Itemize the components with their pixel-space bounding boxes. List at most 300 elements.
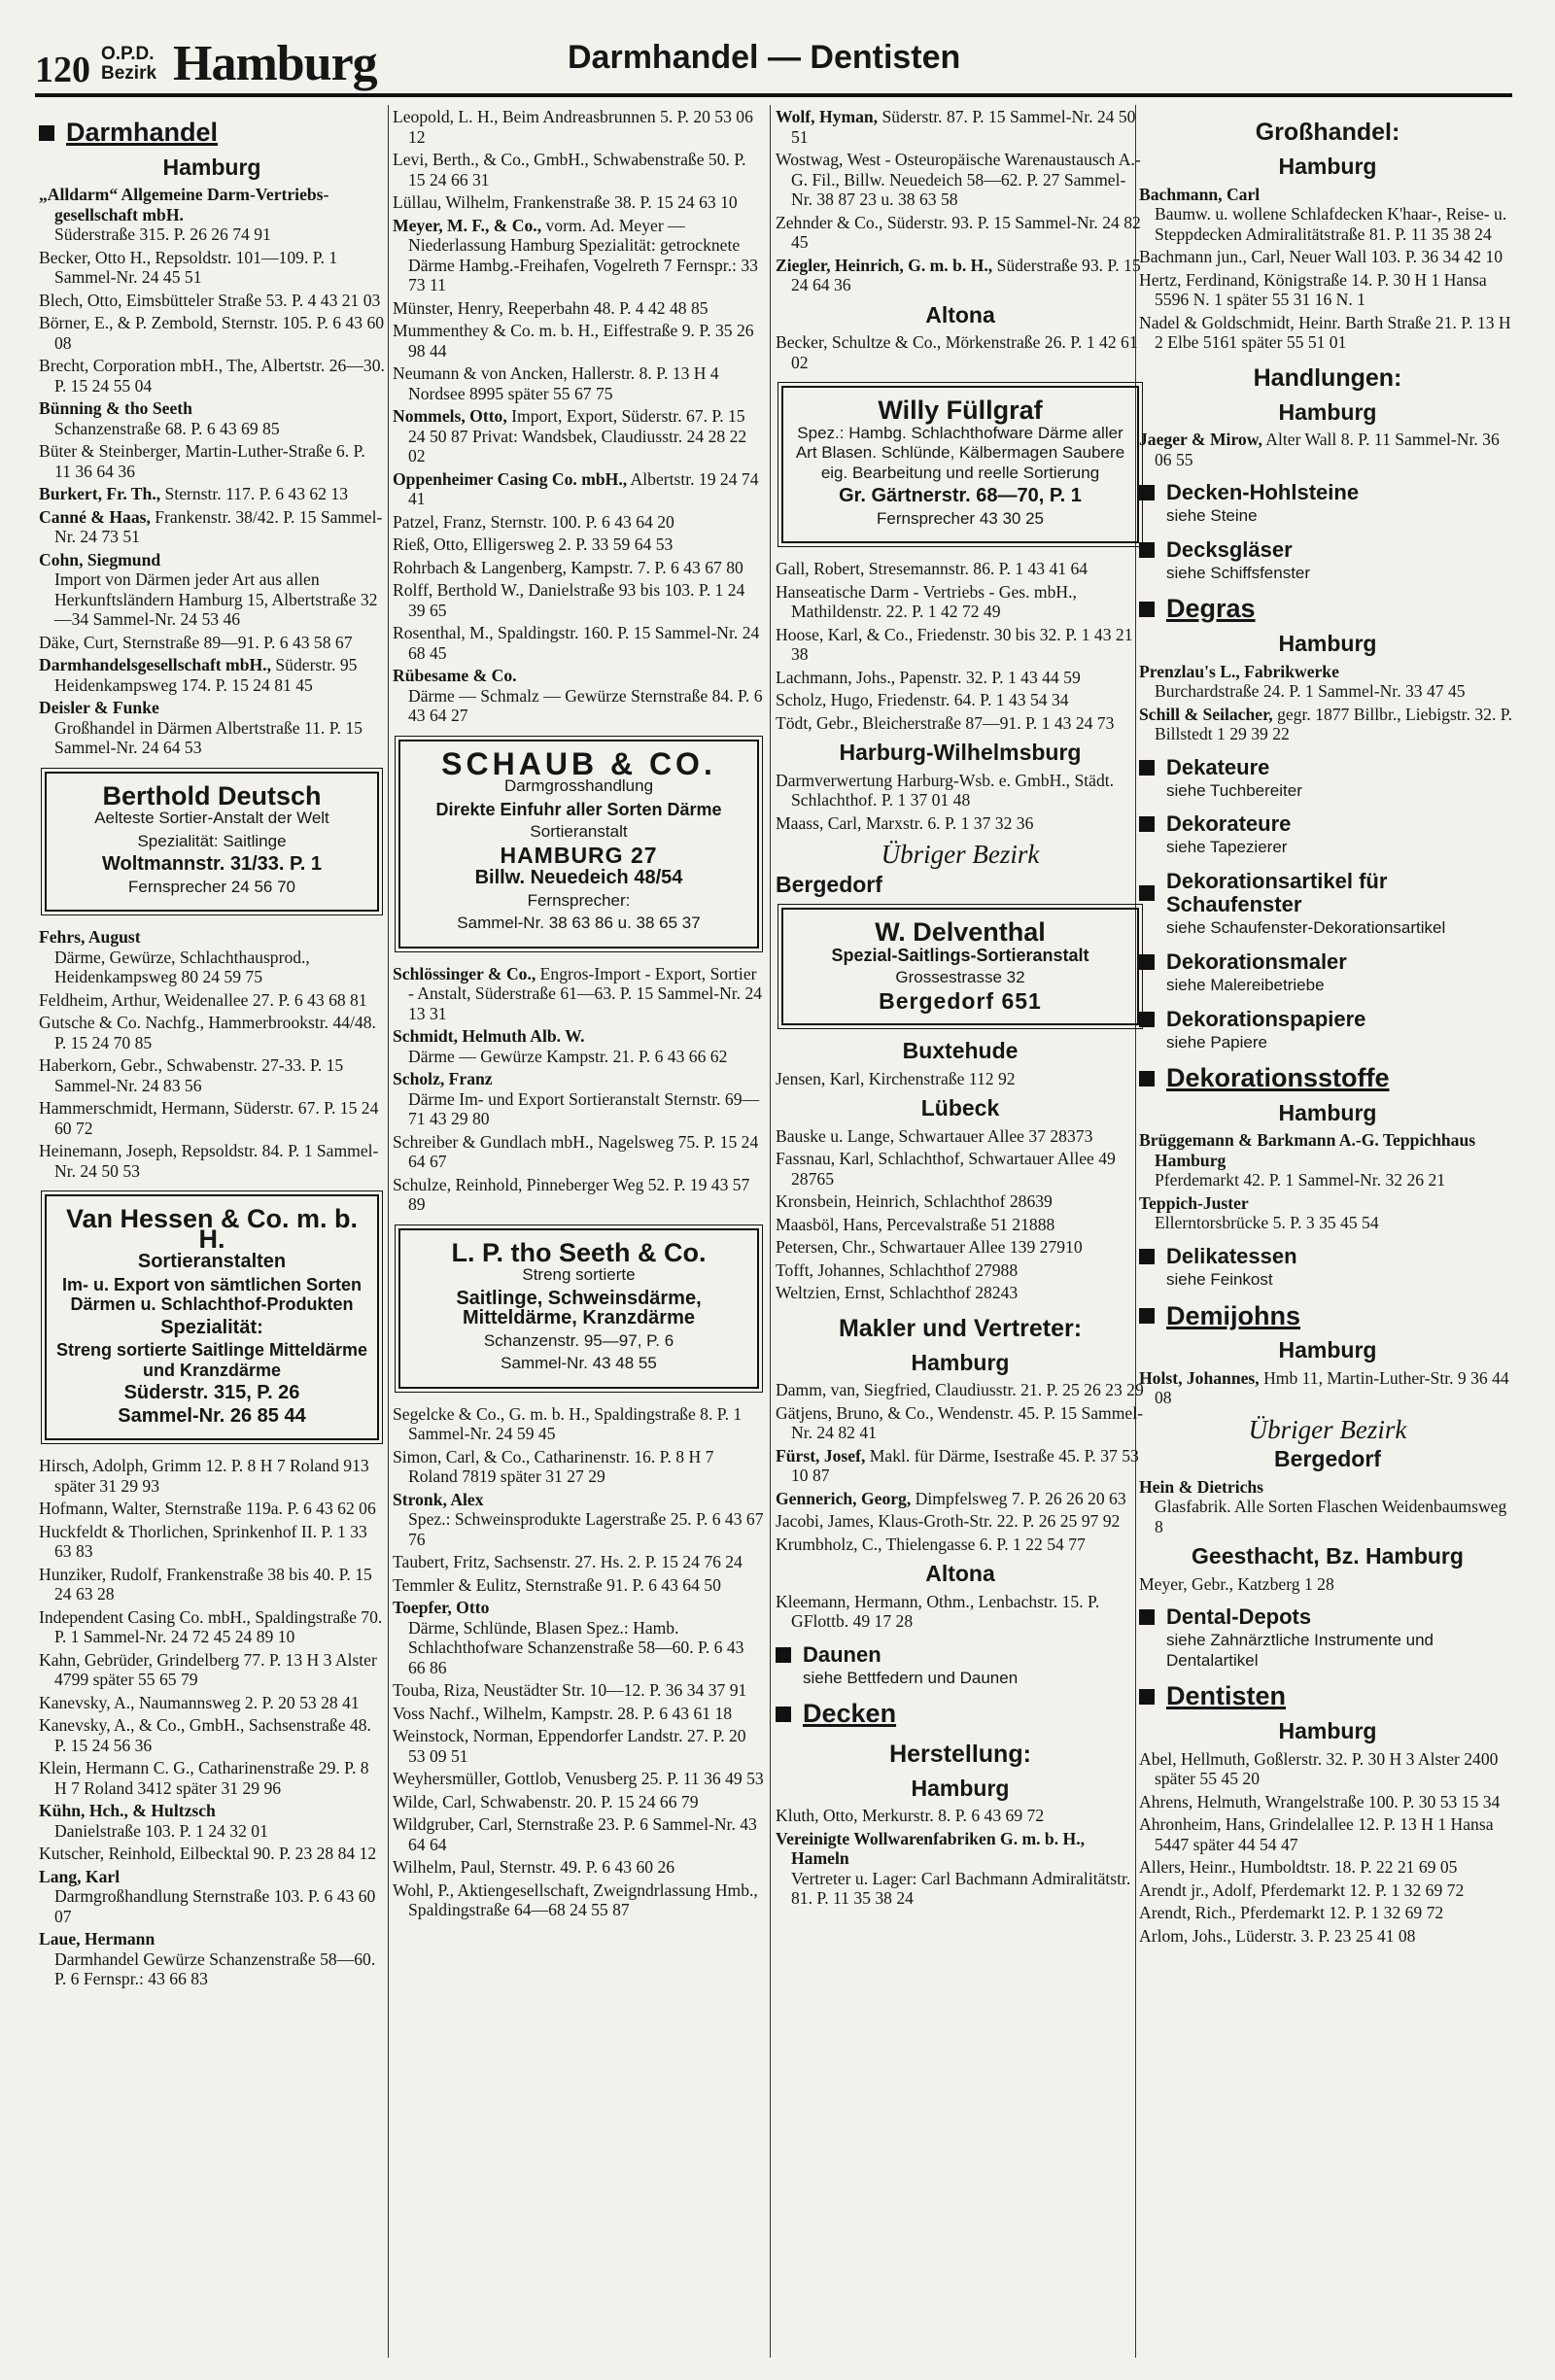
directory-entry <box>776 1489 1145 1509</box>
entry-details: Büter & Steinberger, Martin-Luther-Straße 6. P. 11 36 64 36 <box>39 441 365 481</box>
entry-details: Hertz, Ferdinand, Königstraße 14. P. 30 H 1 Hansa 5596 N. 1 später 55 31 16 N. 1 <box>1139 269 1487 309</box>
directory-entry <box>393 469 765 509</box>
cross-reference: siehe Tapezierer <box>1166 838 1288 857</box>
directory-entry <box>393 580 765 620</box>
entry-details: Rieß, Otto, Elligersweg 2. P. 33 59 64 53 <box>393 535 674 554</box>
cross-reference: siehe Tuchbereiter <box>1166 780 1302 800</box>
bullet-square-icon <box>1139 1609 1155 1625</box>
entry-details: Hunziker, Rudolf, Frankenstraße 38 bis 40. P. 15 24 63 28 <box>39 1564 372 1604</box>
entry-details: Voss Nachf., Wilhelm, Kampstr. 28. P. 6 43 61 18 <box>393 1703 733 1723</box>
directory-entry <box>393 1704 765 1724</box>
location-heading: Buxtehude <box>902 1038 1019 1063</box>
directory-entry <box>393 1857 765 1878</box>
directory-entry <box>1139 1368 1516 1408</box>
directory-entry <box>39 185 385 245</box>
entry-details: Wostwag, West - Osteuropäische Warenaustausch A.-G. Fil., Billw. Neuedeich 58—62. P. 27 Sammel-Nr. 38 87 23 u. 38 63 58 <box>776 150 1141 209</box>
directory-entry <box>393 216 765 295</box>
directory-entry <box>393 535 765 555</box>
entry-name: Vereinigte Wollwarenfabriken G. m. b. H., Hameln <box>776 1828 1086 1869</box>
advertisement-box <box>781 908 1139 1025</box>
directory-entry <box>776 1535 1145 1555</box>
entry-details: Patzel, Franz, Sternstr. 100. P. 6 43 64 20 <box>393 511 674 532</box>
cross-reference: siehe Papiere <box>1166 1032 1267 1052</box>
entry-list <box>776 771 1145 834</box>
directory-entry <box>776 1126 1145 1147</box>
entry-details: Gutsche & Co. Nachfg., Hammerbrookstr. 44/48. P. 15 24 70 85 <box>39 1013 376 1052</box>
directory-entry <box>39 441 385 481</box>
bullet-square-icon <box>1139 885 1155 901</box>
district-label: O.P.D. Bezirk <box>101 44 157 84</box>
directory-entry <box>1139 1880 1516 1901</box>
cross-reference: siehe Zahnärztliche Instrumente und Dentalartikel <box>1166 1631 1434 1670</box>
entry-details: Hoose, Karl, & Co., Friedenstr. 30 bis 32. P. 1 43 21 38 <box>776 624 1133 664</box>
entry-name: Darmhandelsgesellschaft mbH., <box>39 655 271 675</box>
section-heading: Daunen <box>776 1643 1145 1667</box>
directory-entry <box>393 1132 765 1172</box>
directory-entry <box>1139 270 1516 310</box>
directory-entry <box>39 1522 385 1562</box>
location-heading: Lübeck <box>920 1095 1000 1121</box>
directory-entry <box>776 690 1145 710</box>
ad-text: Darmgrosshandlung <box>503 776 654 795</box>
directory-entry <box>393 1490 765 1550</box>
directory-entry <box>776 1829 1145 1909</box>
directory-entry <box>39 1867 385 1927</box>
directory-entry <box>776 668 1145 688</box>
entry-name: Schill & Seilacher, <box>1139 704 1273 724</box>
location-heading: Hamburg <box>1278 1718 1377 1744</box>
entry-details: Haberkorn, Gebr., Schwabenstr. 27-33. P. 15 Sammel-Nr. 24 83 56 <box>39 1055 344 1095</box>
entry-list <box>776 1126 1145 1303</box>
entry-name: Schmidt, Helmuth Alb. W. <box>393 1026 585 1046</box>
ad-phone: Sammel-Nr. 43 48 55 <box>501 1354 657 1372</box>
entry-details: Därme — Gewürze Kampstr. 21. P. 6 43 66 62 <box>408 1046 728 1066</box>
directory-entry <box>776 1069 1145 1089</box>
subsection-heading: Handlungen: <box>1253 363 1402 392</box>
directory-entry <box>776 1191 1145 1212</box>
entry-name: Bachmann, Carl <box>1139 184 1261 204</box>
directory-entry <box>39 356 385 396</box>
ad-address: Grossestrasse 32 <box>895 968 1025 986</box>
directory-entry <box>39 1456 385 1496</box>
directory-entry <box>39 1565 385 1604</box>
directory-entry <box>393 1814 765 1854</box>
directory-entry <box>1139 1193 1516 1233</box>
directory-entry <box>39 398 385 438</box>
section-heading: Dental-Depots <box>1139 1605 1516 1629</box>
entry-details: Spez.: Schweinsprodukte Lagerstraße 25. P. 6 43 67 76 <box>408 1509 764 1549</box>
directory-entry <box>39 1929 385 1989</box>
ad-city: HAMBURG 27 <box>500 842 658 868</box>
ad-address: Süderstr. 315, P. 26 <box>123 1382 300 1404</box>
entry-list <box>776 1806 1145 1909</box>
entry-details: Großhandel in Därmen Albertstraße 11. P. 15 Sammel-Nr. 24 64 53 <box>54 717 363 758</box>
entry-name: Laue, Hermann <box>39 1929 156 1949</box>
entry-list <box>1139 185 1516 353</box>
directory-entry <box>39 655 385 695</box>
column-divider <box>770 105 771 2358</box>
entry-details: Klein, Hermann C. G., Catharinenstraße 29. P. 8 H 7 Roland 3412 später 31 29 96 <box>39 1758 369 1798</box>
ad-text: Saitlinge, Schweinsdärme, Mitteldärme, Kranzdärme <box>456 1287 702 1328</box>
entry-list <box>1139 662 1516 744</box>
directory-entry <box>776 150 1145 210</box>
location-heading: Harburg-Wilhelmsburg <box>839 740 1082 765</box>
directory-entry <box>393 1792 765 1812</box>
entry-details: Brecht, Corporation mbH., The, Albertstr. 26—30. P. 15 24 55 04 <box>39 356 385 396</box>
entry-details: Ahrens, Helmuth, Wrangelstraße 100. P. 30 53 15 34 <box>1139 1791 1501 1811</box>
bullet-square-icon <box>1139 816 1155 832</box>
column-3 <box>776 107 1145 2362</box>
page-number: 120 <box>35 50 90 90</box>
entry-details: Maass, Carl, Marxstr. 6. P. 1 37 32 36 <box>776 812 1034 833</box>
entry-details: Frankenstr. 38/42. P. 15 Sammel-Nr. 24 73 51 <box>54 506 383 547</box>
entry-name: Jaeger & Mirow, <box>1139 430 1262 449</box>
entry-list <box>1139 1477 1516 1537</box>
ad-text: Spezialität: <box>160 1316 263 1338</box>
ad-phone: Sammel-Nr. 26 85 44 <box>118 1404 306 1427</box>
entry-details: Burchardstraße 24. P. 1 Sammel-Nr. 33 47 45 <box>1155 681 1466 702</box>
bullet-square-icon <box>1139 1249 1155 1264</box>
bullet-square-icon <box>1139 760 1155 776</box>
bullet-square-icon <box>39 125 54 141</box>
entry-details: Kutscher, Reinhold, Eilbecktal 90. P. 23 28 84 12 <box>39 1844 377 1864</box>
entry-list <box>39 1456 385 1989</box>
entry-details: Ellerntorsbrücke 5. P. 3 35 45 54 <box>1155 1213 1379 1233</box>
subsection-heading: Großhandel: <box>1255 119 1400 146</box>
section-heading: Decken-Hohlsteine <box>1139 481 1516 504</box>
directory-entry <box>39 990 385 1011</box>
directory-entry <box>393 363 765 403</box>
directory-entry <box>776 625 1145 665</box>
entry-name: Nommels, Otto, <box>393 406 507 426</box>
entry-details: Hammerschmidt, Hermann, Süderstr. 67. P. 15 24 60 72 <box>39 1098 379 1138</box>
entry-name: Canné & Haas, <box>39 506 151 527</box>
entry-details: Arendt, Rich., Pferdemarkt 12. P. 1 32 69 72 <box>1139 1903 1444 1923</box>
entry-details: Becker, Otto H., Repsoldstr. 101—109. P. 1 Sammel-Nr. 24 45 51 <box>39 247 338 288</box>
entry-details: Dimpfelsweg 7. P. 26 26 20 63 <box>911 1488 1126 1508</box>
entry-list <box>393 1404 765 1920</box>
ad-text: Spezial-Saitlings-Sortieranstalt <box>831 945 1089 965</box>
column-1 <box>39 107 385 2362</box>
directory-entry <box>39 927 385 987</box>
directory-entry <box>39 1607 385 1647</box>
directory-entry <box>1139 1574 1516 1595</box>
section-heading: Demijohns <box>1139 1302 1516 1331</box>
entry-list <box>776 332 1145 372</box>
ad-text: Spezialität: Saitlinge <box>137 831 287 850</box>
entry-details: Sternstr. 117. P. 6 43 62 13 <box>160 484 349 504</box>
entry-list <box>776 1380 1145 1554</box>
entry-details: Münster, Henry, Reeperbahn 48. P. 4 42 48 85 <box>393 297 708 318</box>
entry-details: Kahn, Gebrüder, Grindelberg 77. P. 13 H 3 Alster 4799 später 55 65 79 <box>39 1649 377 1690</box>
directory-entry <box>1139 662 1516 702</box>
entry-details: Alter Wall 8. P. 11 Sammel-Nr. 36 06 55 <box>1155 430 1500 469</box>
directory-entry <box>39 1758 385 1798</box>
entry-details: Huckfeldt & Thorlichen, Sprinkenhof II. P. 1 33 63 83 <box>39 1521 367 1562</box>
entry-details: Rolff, Berthold W., Danielstraße 93 bis 103. P. 1 24 39 65 <box>393 580 745 620</box>
entry-details: Weltzien, Ernst, Schlachthof 28243 <box>776 1283 1019 1302</box>
entry-details: Därme Im- und Export Sortieranstalt Sternstr. 69—71 43 29 80 <box>408 1088 760 1128</box>
cross-reference: siehe Feinkost <box>1166 1270 1273 1290</box>
bullet-square-icon <box>1139 542 1155 558</box>
entry-details: Hmb 11, Martin-Luther-Str. 9 36 44 08 <box>1155 1367 1509 1408</box>
directory-entry <box>776 1446 1145 1486</box>
directory-entry <box>776 256 1145 295</box>
entry-list <box>1139 1574 1516 1595</box>
directory-entry <box>393 1680 765 1701</box>
cross-reference: siehe Bettfedern und Daunen <box>803 1668 1019 1687</box>
entry-details: Engros-Import - Export, Sortier - Anstalt, Süderstraße 61—63. P. 15 Sammel-Nr. 24 13 31 <box>408 963 763 1023</box>
location-heading: Hamburg <box>1278 631 1377 657</box>
ad-company-name: Berthold Deutsch <box>102 780 322 811</box>
ad-address: Gr. Gärtnerstr. 68—70, P. 1 <box>839 485 1082 506</box>
directory-entry <box>393 1769 765 1789</box>
directory-entry <box>393 321 765 361</box>
entry-details: Därme — Schmalz — Gewürze Sternstraße 84. P. 6 43 64 27 <box>408 685 763 725</box>
ad-text: Aelteste Sortier-Anstalt der Welt <box>94 809 329 828</box>
section-heading: Dekorationspapiere <box>1139 1008 1516 1031</box>
location-heading: Hamburg <box>1278 154 1377 179</box>
entry-list <box>776 107 1145 295</box>
directory-entry <box>1139 1814 1516 1854</box>
bullet-square-icon <box>776 1647 791 1663</box>
entry-name: Holst, Johannes, <box>1139 1367 1260 1388</box>
entry-details: Gall, Robert, Stresemannstr. 86. P. 1 43 41 64 <box>776 559 1088 578</box>
section-heading: Decken <box>776 1700 1145 1729</box>
location-heading: Bergedorf <box>1274 1446 1381 1472</box>
directory-entry <box>39 1650 385 1690</box>
entry-details: Tofft, Johannes, Schlachthof 27988 <box>776 1259 1019 1280</box>
advertisement-box <box>781 386 1139 543</box>
entry-details: Wilhelm, Paul, Sternstr. 49. P. 6 43 60 26 <box>393 1857 675 1877</box>
entry-details: Lüllau, Wilhelm, Frankenstraße 38. P. 15 24 63 10 <box>393 192 738 212</box>
directory-entry <box>393 406 765 466</box>
entry-details: Feldheim, Arthur, Weidenallee 27. P. 6 43 68 81 <box>39 989 367 1010</box>
header-rule <box>35 93 1512 97</box>
directory-entry <box>393 964 765 1024</box>
entry-name: Ziegler, Heinrich, G. m. b. H., <box>776 255 993 275</box>
section-heading: Degras <box>1139 595 1516 624</box>
directory-entry <box>776 1215 1145 1235</box>
entry-details: Schreiber & Gundlach mbH., Nagelsweg 75. P. 15 24 64 67 <box>393 1131 759 1171</box>
entry-name: Oppenheimer Casing Co. mbH., <box>393 468 628 489</box>
entry-details: Taubert, Fritz, Sachsenstr. 27. Hs. 2. P. 15 24 76 24 <box>393 1552 743 1571</box>
location-heading: Hamburg <box>911 1349 1010 1375</box>
entry-details: Bauske u. Lange, Schwartauer Allee 37 28373 <box>776 1125 1093 1146</box>
entry-details: Abel, Hellmuth, Goßlerstr. 32. P. 30 H 3 Alster 2400 später 55 45 20 <box>1139 1748 1499 1789</box>
column-2 <box>393 107 765 2362</box>
section-heading: Decksgläser <box>1139 538 1516 562</box>
entry-name: Gennerich, Georg, <box>776 1488 912 1508</box>
entry-list <box>1139 430 1516 469</box>
directory-entry <box>393 1026 765 1066</box>
directory-entry <box>776 1237 1145 1258</box>
ad-company-name: Willy Füllgraf <box>878 396 1043 425</box>
subsection-heading: Makler und Vertreter: <box>838 1314 1083 1342</box>
directory-entry <box>1139 313 1516 353</box>
entry-details: Fassnau, Karl, Schlachthof, Schwartauer Allee 49 28765 <box>776 1149 1116 1189</box>
advertisement-box <box>45 1194 379 1440</box>
entry-name: Meyer, M. F., & Co., <box>393 215 542 235</box>
entry-list <box>1139 1749 1516 1947</box>
entry-details: Gätjens, Bruno, & Co., Wendenstr. 45. P. 15 Sammel-Nr. 24 82 41 <box>776 1402 1143 1442</box>
advertisement-box <box>398 1228 759 1389</box>
entry-details: Temmler & Eulitz, Sternstraße 91. P. 6 43 64 50 <box>393 1574 721 1595</box>
directory-entry <box>1139 430 1516 469</box>
directory-entry <box>393 1069 765 1129</box>
entry-name: Wolf, Hyman, <box>776 107 879 126</box>
entry-details: Rohrbach & Langenberg, Kampstr. 7. P. 6 43 67 80 <box>393 557 743 577</box>
entry-name: Lang, Karl <box>39 1866 121 1886</box>
ad-phone: Fernsprecher 43 30 25 <box>877 508 1044 528</box>
directory-entry <box>776 1806 1145 1826</box>
entry-details: Segelcke & Co., G. m. b. H., Spaldingstraße 8. P. 1 Sammel-Nr. 24 59 45 <box>393 1403 743 1443</box>
directory-entry <box>39 698 385 758</box>
section-heading: Dekorationsmaler <box>1139 950 1516 974</box>
entry-details: Import von Därmen jeder Art aus allen Herkunftsländern Hamburg 15, Albertstraße 32—34 Sammel-Nr. 24 53 46 <box>54 569 378 630</box>
directory-entry <box>39 1055 385 1095</box>
entry-details: Darmgroßhandlung Sternstraße 103. P. 6 43 60 07 <box>54 1886 376 1926</box>
ad-text: Fernsprecher: <box>527 890 631 910</box>
entry-details: Blech, Otto, Eimsbütteler Straße 53. P. 4 43 21 03 <box>39 290 381 310</box>
directory-entry <box>393 1175 765 1215</box>
entry-details: Kanevsky, A., & Co., GmbH., Sachsenstraße 48. P. 15 24 56 36 <box>39 1715 371 1755</box>
entry-name: Prenzlau's L., Fabrikwerke <box>1139 661 1339 681</box>
entry-details: Arlom, Johs., Lüderstr. 3. P. 23 25 41 08 <box>1139 1925 1416 1946</box>
district-heading: Übriger Bezirk <box>881 840 1040 869</box>
entry-details: vorm. Ad. Meyer — Niederlassung Hamburg Spezialität: getrocknete Därme Hambg.-Freihafen, Vogelreth 7 Fernspr.: 33 73 11 <box>408 215 758 294</box>
bullet-square-icon <box>1139 602 1155 617</box>
directory-entry <box>39 1693 385 1713</box>
directory-entry <box>39 248 385 288</box>
directory-entry <box>393 512 765 533</box>
entry-list <box>1139 1130 1516 1233</box>
ad-text: Direkte Einfuhr aller Sorten Därme <box>435 799 722 819</box>
entry-details: Wohl, P., Aktiengesellschaft, Zweigndrlassung Hmb., Spaldingstraße 64—68 24 55 87 <box>393 1880 758 1919</box>
directory-entry <box>776 1283 1145 1303</box>
entry-details: Maasböl, Hans, Percevalstraße 51 21888 <box>776 1214 1055 1234</box>
directory-entry <box>393 1880 765 1920</box>
entry-details: Därme, Gewürze, Schlachthausprod., Heidenkampsweg 80 24 59 75 <box>54 947 310 987</box>
entry-list <box>1139 1368 1516 1408</box>
entry-details: Pferdemarkt 42. P. 1 Sammel-Nr. 32 26 21 <box>1155 1170 1446 1190</box>
directory-entry <box>39 291 385 311</box>
directory-entry <box>39 1844 385 1864</box>
section-heading: Dekateure <box>1139 756 1516 779</box>
entry-name: Bünning & tho Seeth <box>39 398 192 419</box>
ad-company-name: W. Delventhal <box>875 917 1046 947</box>
entry-details: Lachmann, Johs., Papenstr. 32. P. 1 43 44 59 <box>776 667 1081 687</box>
entry-list <box>39 185 385 758</box>
directory-entry <box>39 1499 385 1519</box>
entry-details: Börner, E., & P. Zembold, Sternstr. 105. P. 6 43 60 08 <box>39 313 385 353</box>
page-header <box>35 21 1512 97</box>
entry-details: Hirsch, Adolph, Grimm 12. P. 8 H 7 Roland 913 später 31 29 93 <box>39 1456 369 1496</box>
subsection-heading: Herstellung: <box>889 1740 1031 1768</box>
bullet-square-icon <box>1139 954 1155 970</box>
entry-details: Independent Casing Co. mbH., Spaldingstraße 70. P. 1 Sammel-Nr. 24 72 45 24 89 10 <box>39 1606 383 1647</box>
directory-entry <box>1139 1792 1516 1812</box>
ad-address: Billw. Neuedeich 48/54 <box>474 867 683 888</box>
entry-name: Fürst, Josef, <box>776 1445 866 1466</box>
entry-details: Makl. für Därme, Isestraße 45. P. 37 53 10 87 <box>791 1445 1139 1485</box>
entry-details: Süderstr. 95 Heidenkampsweg 174. P. 15 24 81 45 <box>54 655 358 695</box>
advertisement-box <box>45 772 379 913</box>
directory-entry <box>776 582 1145 622</box>
entry-details: Heinemann, Joseph, Repsoldstr. 84. P. 1 Sammel-Nr. 24 50 53 <box>39 1141 379 1181</box>
directory-entry <box>39 1013 385 1052</box>
entry-details: Damm, van, Siegfried, Claudiusstr. 21. P. 25 26 23 29 <box>776 1380 1144 1399</box>
ad-text: Spez.: Hambg. Schlachthofware Därme aller Art Blasen. Schlünde, Kälbermagen Saubere eig. Bearbeitung und reelle Sortierung <box>795 423 1125 482</box>
ad-phone: Sammel-Nr. 38 63 86 u. 38 65 37 <box>457 914 701 932</box>
entry-details: Wilde, Carl, Schwabenstr. 20. P. 15 24 66 79 <box>393 1791 699 1811</box>
ad-address: Woltmannstr. 31/33. P. 1 <box>101 853 323 876</box>
directory-entry <box>39 484 385 504</box>
entry-name: „Alldarm“ Allgemeine Darm-Vertriebs-gesellschaft mbH. <box>39 185 329 224</box>
directory-entry <box>393 298 765 319</box>
section-heading: Dekorationsstoffe <box>1139 1064 1516 1093</box>
entry-details: Levi, Berth., & Co., GmbH., Schwabenstraße 50. P. 15 24 66 31 <box>393 150 746 190</box>
directory-entry <box>393 107 765 147</box>
entry-name: Teppich-Juster <box>1139 1192 1249 1213</box>
entry-details: Petersen, Chr., Schwartauer Allee 139 27910 <box>776 1237 1083 1257</box>
entry-details: Hofmann, Walter, Sternstraße 119a. P. 6 43 62 06 <box>39 1499 376 1519</box>
entry-details: Baumw. u. wollene Schlafdecken K'haar-, Reise- u. Steppdecken Admiralitätstraße 81. P. 11 35 38 24 <box>1155 204 1507 244</box>
directory-entry <box>39 507 385 547</box>
directory-entry <box>776 559 1145 579</box>
entry-details: Weinstock, Norman, Eppendorfer Landstr. 27. P. 20 53 09 51 <box>393 1726 746 1766</box>
directory-entry <box>393 1552 765 1572</box>
location-heading: Hamburg <box>1278 398 1377 425</box>
bullet-square-icon <box>1139 1071 1155 1087</box>
column-divider <box>388 105 389 2358</box>
directory-entry <box>39 633 385 653</box>
entry-name: Stronk, Alex <box>393 1489 484 1509</box>
ad-text: Sortieranstalt <box>530 822 628 841</box>
entry-list <box>776 1592 1145 1632</box>
directory-entry <box>776 107 1145 147</box>
location-heading: Geesthacht, Bz. Hamburg <box>1192 1543 1464 1569</box>
location-heading: Hamburg <box>162 154 261 180</box>
entry-details: Zehnder & Co., Süderstr. 93. P. 15 Sammel-Nr. 24 82 45 <box>776 212 1141 252</box>
directory-entry <box>1139 1130 1516 1190</box>
directory-entry <box>776 1260 1145 1281</box>
directory-entry <box>393 1598 765 1677</box>
directory-entry <box>776 332 1145 372</box>
directory-entry <box>393 558 765 578</box>
entry-details: gegr. 1877 Billbr., Liebigstr. 32. P. Billstedt 1 29 39 22 <box>1155 704 1512 744</box>
entry-details: Rosenthal, M., Spaldingstr. 160. P. 15 Sammel-Nr. 24 68 45 <box>393 623 760 663</box>
entry-details: Allers, Heinr., Humboldtstr. 18. P. 22 21 69 05 <box>1139 1857 1458 1878</box>
section-heading: Darmhandel <box>39 119 385 148</box>
advertisement-box <box>398 740 759 949</box>
directory-entry <box>776 213 1145 253</box>
location-heading: Altona <box>925 1561 995 1586</box>
directory-entry <box>776 771 1145 811</box>
entry-name: Fehrs, August <box>39 927 141 948</box>
directory-entry <box>393 623 765 663</box>
directory-entry <box>776 1149 1145 1189</box>
entry-details: Scholz, Hugo, Friedenstr. 64. P. 1 43 54 34 <box>776 690 1069 709</box>
ad-text: Streng sortierte <box>522 1265 636 1284</box>
entry-details: Leopold, L. H., Beim Andreasbrunnen 5. P. 20 53 06 12 <box>393 107 753 147</box>
entry-name: Scholz, Franz <box>393 1069 493 1088</box>
entry-details: Schulze, Reinhold, Pinneberger Weg 52. P. 19 43 57 89 <box>393 1174 750 1214</box>
ad-phone: Fernsprecher 24 56 70 <box>128 877 295 896</box>
directory-entry <box>393 1404 765 1444</box>
ad-company-name: Van Hessen & Co. m. b. H. <box>65 1204 359 1254</box>
location-heading: Hamburg <box>911 1775 1010 1801</box>
